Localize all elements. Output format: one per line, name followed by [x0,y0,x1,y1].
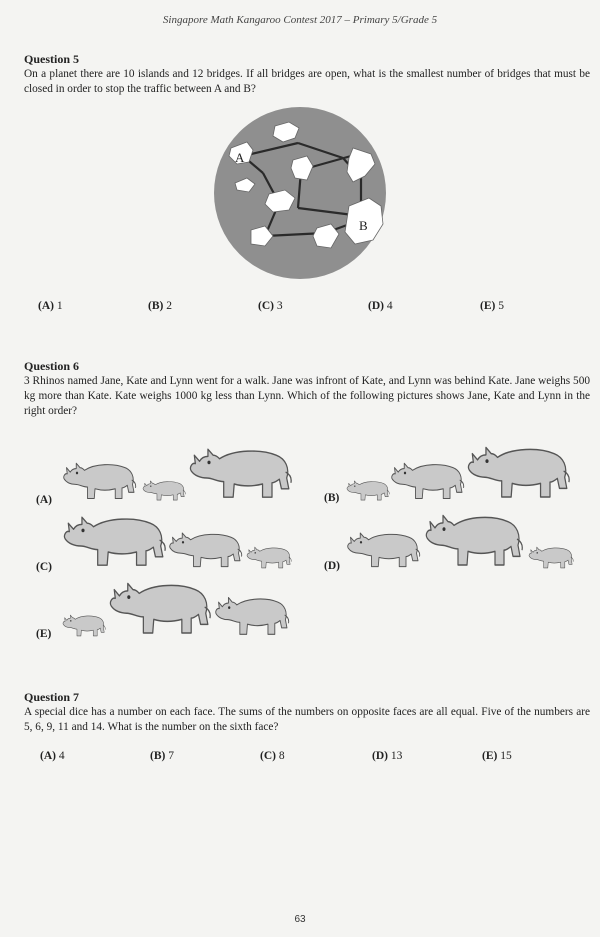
planet-islands-figure [213,98,388,288]
rhino-icon [108,576,212,638]
q7-title: Question 7 [24,690,80,704]
page-header: Singapore Math Kangaroo Contest 2017 – Primary 5/Grade 5 [162,14,438,26]
rhino-icon [142,478,186,502]
rhino-icon [188,442,293,502]
rhino-icon [62,510,167,570]
q5-option-c[interactable]: (C) 3 [258,300,283,312]
q5-title: Question 5 [24,52,80,66]
q6-option-b-label[interactable]: (B) [324,492,340,504]
rhino-icon [62,458,137,502]
rhino-icon [346,528,421,570]
q7-option-b[interactable]: (B) 7 [150,750,174,762]
q6-option-c-label[interactable]: (C) [36,561,52,573]
q7-option-a[interactable]: (A) 4 [40,750,65,762]
rhino-icon [246,544,292,570]
q6-option-d-label[interactable]: (D) [324,560,340,572]
page-number: 63 [294,914,306,925]
q6-text: 3 Rhinos named Jane, Kate and Lynn went for a walk. Jane was infront of Kate, and Lynn was behind Kate. Jane weighs 500 kg more than Kate. Kate weighs 1000 kg less than Lynn. Which of the following pictures shows Jane, Kate and Lynn in the right order? [24,375,590,417]
q6-title: Question 6 [24,359,80,373]
q7-option-c[interactable]: (C) 8 [260,750,285,762]
q7-option-d[interactable]: (D) 13 [372,750,403,762]
q5-option-a[interactable]: (A) 1 [38,300,63,312]
q5-text: On a planet there are 10 islands and 12 bridges. If all bridges are open, what is the smallest number of bridges that must be closed in order to stop the traffic between A and B? [24,68,590,95]
q6-option-e-label[interactable]: (E) [36,628,52,640]
rhino-icon [424,508,524,570]
q5-option-e[interactable]: (E) 5 [480,300,504,312]
rhino-icon [62,612,106,638]
q5-option-d[interactable]: (D) 4 [368,300,393,312]
q5-option-b[interactable]: (B) 2 [148,300,172,312]
rhino-icon [390,458,465,502]
q5-options [0,300,600,316]
island-b-label: B [359,218,368,233]
island-a-label: A [235,150,245,165]
q6-option-a-label[interactable]: (A) [36,494,52,506]
rhino-icon [528,544,574,570]
rhino-icon [214,592,290,638]
rhino-icon [168,528,243,570]
rhino-icon [346,478,390,502]
rhino-icon [466,440,571,502]
q7-option-e[interactable]: (E) 15 [482,750,512,762]
q7-options [0,750,600,766]
q7-text: A special dice has a number on each face. The sums of the numbers on opposite faces are all equal. Five of the numbers are 5, 6, 9, 11 and 14. What is the number on the sixth face? [24,706,590,733]
